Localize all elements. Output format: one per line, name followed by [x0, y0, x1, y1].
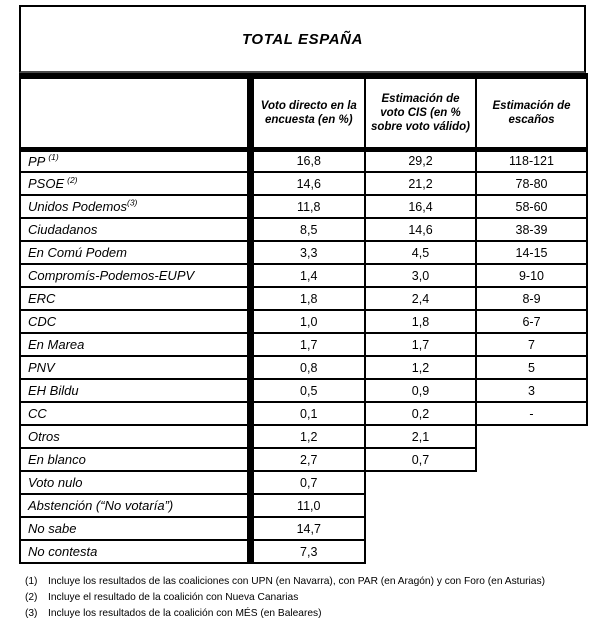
- table-row-compromis: [20, 264, 587, 287]
- footnote-ref: (2): [67, 174, 78, 185]
- party-cell: CDC: [20, 310, 250, 333]
- party-cell: Voto nulo: [20, 471, 250, 494]
- table-row-eh-bildu: [20, 379, 587, 402]
- footnote-ref: (1): [48, 152, 59, 163]
- table-row-cdc: [20, 310, 587, 333]
- table-row-no-sabe: [20, 517, 587, 540]
- party-name: PP: [28, 153, 46, 169]
- footnote-ref: (3): [127, 197, 138, 208]
- poll-table-document: [19, 5, 586, 564]
- party-cell: En blanco: [20, 448, 250, 471]
- direct-vote-cell: 3,3: [250, 241, 365, 264]
- direct-vote-cell: 0,5: [250, 379, 365, 402]
- cis-estimate-cell: 14,6: [365, 218, 476, 241]
- party-cell: No contesta: [20, 540, 250, 563]
- direct-vote-cell: 14,7: [250, 517, 365, 540]
- cis-estimate-cell: 1,7: [365, 333, 476, 356]
- table-row-pnv: [20, 356, 587, 379]
- table-row-en-comu-podem: [20, 241, 587, 264]
- table-row-no-contesta: [20, 540, 587, 563]
- party-cell: [20, 172, 250, 195]
- footnote-number: (3): [25, 608, 38, 620]
- seats-cell: 58-60: [476, 195, 587, 218]
- footnotes: [25, 576, 545, 625]
- seats-cell: 7: [476, 333, 587, 356]
- empty-cell: [476, 425, 587, 448]
- direct-vote-cell: 8,5: [250, 218, 365, 241]
- party-cell: Ciudadanos: [20, 218, 250, 241]
- party-column-header: [20, 76, 250, 149]
- cis-estimate-column-header: Estimación de voto CIS (en % sobre voto válido): [365, 76, 476, 149]
- direct-vote-cell: 1,2: [250, 425, 365, 448]
- empty-cell: [365, 517, 476, 540]
- direct-vote-cell: 14,6: [250, 172, 365, 195]
- cis-estimate-cell: 1,8: [365, 310, 476, 333]
- direct-vote-cell: 11,8: [250, 195, 365, 218]
- empty-cell: [365, 471, 476, 494]
- cis-estimate-cell: 2,1: [365, 425, 476, 448]
- party-cell: Otros: [20, 425, 250, 448]
- direct-vote-cell: 16,8: [250, 149, 365, 172]
- direct-vote-cell: 7,3: [250, 540, 365, 563]
- direct-vote-cell: 1,4: [250, 264, 365, 287]
- seats-cell: 14-15: [476, 241, 587, 264]
- header-row: [20, 76, 587, 149]
- footnote-2: [25, 592, 545, 604]
- footnote-text: Incluye los resultados de la coalición con MÉS (en Baleares): [48, 608, 322, 620]
- party-cell: [20, 149, 250, 172]
- party-cell: Compromís-Podemos-EUPV: [20, 264, 250, 287]
- cis-estimate-cell: 4,5: [365, 241, 476, 264]
- direct-vote-cell: 0,1: [250, 402, 365, 425]
- table-row-otros: [20, 425, 587, 448]
- party-cell: CC: [20, 402, 250, 425]
- direct-vote-cell: 0,8: [250, 356, 365, 379]
- table-row-cc: [20, 402, 587, 425]
- table-row-voto-nulo: [20, 471, 587, 494]
- party-cell: ERC: [20, 287, 250, 310]
- footnote-number: (2): [25, 592, 38, 604]
- poll-results-table: [19, 73, 588, 564]
- cis-estimate-cell: 0,9: [365, 379, 476, 402]
- party-cell: EH Bildu: [20, 379, 250, 402]
- party-cell: En Comú Podem: [20, 241, 250, 264]
- direct-vote-cell: 11,0: [250, 494, 365, 517]
- cis-estimate-cell: 3,0: [365, 264, 476, 287]
- direct-vote-cell: 0,7: [250, 471, 365, 494]
- empty-cell: [476, 517, 587, 540]
- table-row-ciudadanos: [20, 218, 587, 241]
- empty-cell: [365, 494, 476, 517]
- party-cell: Abstención (“No votaría”): [20, 494, 250, 517]
- party-cell: [20, 195, 250, 218]
- footnote-number: (1): [25, 576, 38, 587]
- table-row-erc: [20, 287, 587, 310]
- table-row-unidos-podemos: [20, 195, 587, 218]
- empty-cell: [365, 540, 476, 563]
- seats-cell: 118-121: [476, 149, 587, 172]
- seats-cell: 38-39: [476, 218, 587, 241]
- seats-column-header: Estimación de escaños: [476, 76, 587, 149]
- table-row-pp: [20, 149, 587, 172]
- direct-vote-cell: 2,7: [250, 448, 365, 471]
- direct-vote-column-header: Voto directo en la encuesta (en %): [250, 76, 365, 149]
- direct-vote-cell: 1,7: [250, 333, 365, 356]
- seats-cell: 78-80: [476, 172, 587, 195]
- page-title: TOTAL ESPAÑA: [241, 30, 364, 48]
- direct-vote-cell: 1,8: [250, 287, 365, 310]
- cis-estimate-cell: 2,4: [365, 287, 476, 310]
- seats-cell: 9-10: [476, 264, 587, 287]
- party-cell: PNV: [20, 356, 250, 379]
- party-cell: En Marea: [20, 333, 250, 356]
- footnote-1: [25, 576, 545, 588]
- table-row-en-blanco: [20, 448, 587, 471]
- empty-cell: [476, 471, 587, 494]
- party-cell: No sabe: [20, 517, 250, 540]
- cis-estimate-cell: 0,7: [365, 448, 476, 471]
- seats-cell: 6-7: [476, 310, 587, 333]
- cis-estimate-cell: 29,2: [365, 149, 476, 172]
- party-name: Unidos Podemos: [28, 199, 127, 214]
- party-name: PSOE: [28, 176, 65, 191]
- footnote-3: [25, 608, 545, 620]
- table-row-psoe: [20, 172, 587, 195]
- cis-estimate-cell: 16,4: [365, 195, 476, 218]
- cis-estimate-cell: 0,2: [365, 402, 476, 425]
- empty-cell: [476, 540, 587, 563]
- direct-vote-cell: 1,0: [250, 310, 365, 333]
- table-row-abstencion: [20, 494, 587, 517]
- cis-estimate-cell: 21,2: [365, 172, 476, 195]
- title-box: [19, 5, 586, 73]
- empty-cell: [476, 494, 587, 517]
- footnote-text: Incluye el resultado de la coalición con Nueva Canarias: [48, 592, 299, 604]
- cis-estimate-cell: 1,2: [365, 356, 476, 379]
- footnote-text: Incluye los resultados de las coaliciones con UPN (en Navarra), con PAR (en Aragón) y con Foro (en Asturias): [48, 576, 545, 587]
- table-row-en-marea: [20, 333, 587, 356]
- seats-cell: 5: [476, 356, 587, 379]
- seats-cell: 3: [476, 379, 587, 402]
- seats-cell: -: [476, 402, 587, 425]
- seats-cell: 8-9: [476, 287, 587, 310]
- empty-cell: [476, 448, 587, 471]
